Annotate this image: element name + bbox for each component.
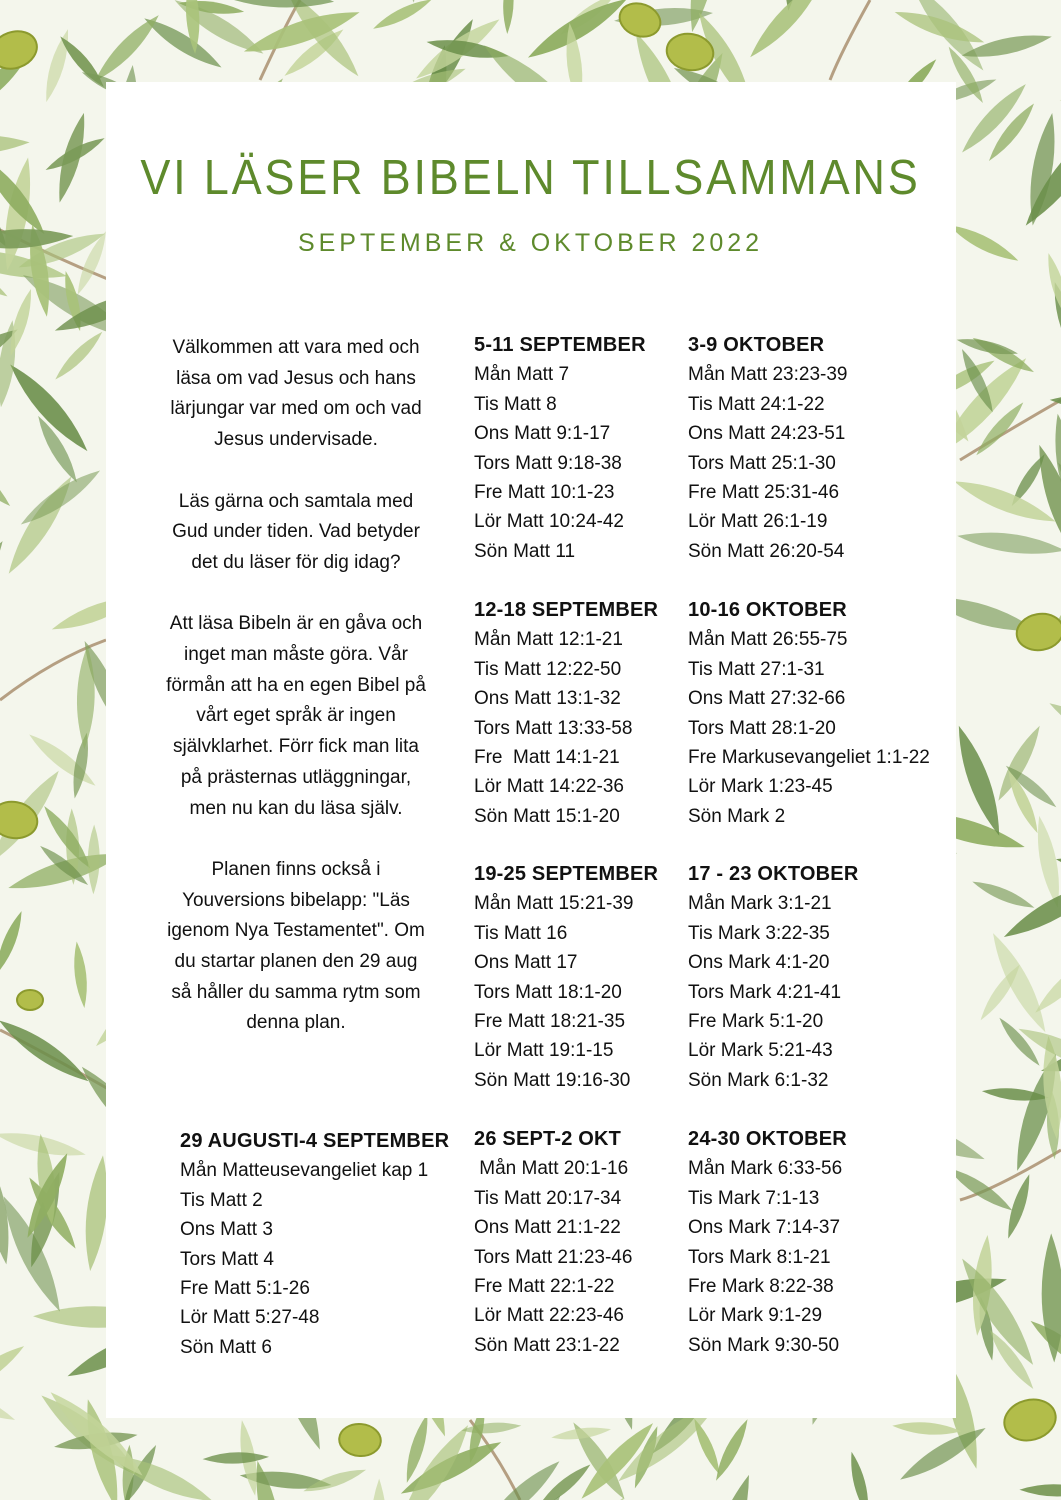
reading-item: Mån Mark 3:1-21: [688, 893, 832, 915]
reading-item: Ons Matt 21:1-22: [474, 1217, 621, 1239]
olive-leaf: [1046, 697, 1061, 753]
olive-fruit: [338, 1422, 382, 1458]
reading-item: Sön Matt 6: [180, 1336, 272, 1358]
reading-item: Tors Matt 4: [180, 1248, 274, 1270]
olive-leaf: [970, 876, 1037, 913]
olive-leaf: [0, 446, 15, 511]
reading-item: Lör Mark 1:23-45: [688, 776, 833, 798]
olive-leaf: [1056, 54, 1061, 108]
reading-item: Ons Matt 13:1-32: [474, 688, 621, 710]
reading-item: Fre Mark 5:1-20: [688, 1011, 824, 1033]
reading-item: Sön Matt 11: [474, 540, 576, 562]
reading-item: Tis Matt 16: [474, 922, 568, 944]
reading-item: Ons Mark 7:14-37: [688, 1217, 841, 1239]
week-title: 3-9 OKTOBER: [688, 334, 825, 356]
reading-item: Lör Matt 22:23-46: [474, 1305, 624, 1327]
olive-leaf: [0, 1451, 9, 1500]
olive-leaf: [0, 909, 27, 977]
reading-item: Tis Matt 8: [474, 393, 557, 415]
week-block: [474, 1125, 632, 1360]
reading-item: Mån Matt 15:21-39: [474, 893, 634, 915]
olive-leaf: [0, 536, 10, 630]
week-block: [688, 331, 847, 566]
olive-leaf: [89, 10, 164, 87]
olive-leaf: [202, 1451, 269, 1464]
reading-item: Sön Mark 6:1-32: [688, 1069, 829, 1091]
reading-item: Mån Matt 20:1-16: [474, 1158, 629, 1180]
reading-item: Lör Matt 26:1-19: [688, 511, 828, 533]
olive-leaf: [744, 0, 830, 63]
page-title: VI LÄSER BIBELN TILLSAMMANS: [140, 151, 921, 205]
reading-item: Tis Matt 2: [180, 1189, 263, 1211]
reading-item: Ons Matt 27:32-66: [688, 688, 846, 710]
reading-item: Lör Matt 14:22-36: [474, 776, 624, 798]
olive-leaf: [0, 1340, 28, 1400]
olive-branch: [830, 0, 870, 80]
olive-leaf: [951, 473, 1059, 530]
olive-leaf: [370, 1479, 387, 1500]
olive-leaf: [953, 1253, 1042, 1371]
reading-item: Mån Matt 12:1-21: [474, 629, 623, 651]
reading-item: Mån Matteusevangeliet kap 1: [180, 1160, 429, 1182]
reading-item: Fre Matt 5:1-26: [180, 1278, 310, 1300]
reading-item: Sön Matt 26:20-54: [688, 540, 845, 562]
reading-item: Mån Matt 23:23-39: [688, 364, 848, 386]
olive-leaf: [87, 824, 100, 894]
reading-item: Tors Matt 28:1-20: [688, 717, 836, 739]
intro-paragraph: Att läsa Bibeln är en gåva och inget man måste göra. Vår förmån att ha en egen Bibel på vårt eget språk är ingen självklarhet. Förr fick man lita på prästernas utläggningar, men nu kan du läsa själv.: [166, 613, 426, 819]
intro-paragraph: Välkommen att vara med och läsa om vad Jesus och hans lärjungar var med om och vad Jesus undervisade.: [170, 337, 422, 451]
reading-item: Tis Matt 12:22-50: [474, 658, 622, 680]
olive-fruit: [17, 990, 43, 1010]
reading-item: Lör Mark 9:1-29: [688, 1305, 823, 1327]
week-title: 26 SEPT-2 OKT: [474, 1128, 622, 1150]
olive-leaf: [697, 1471, 759, 1500]
olive-leaf: [461, 1421, 522, 1436]
reading-item: Sön Matt 15:1-20: [474, 805, 620, 827]
week-block: [474, 331, 646, 566]
reading-item: Mån Matt 26:55-75: [688, 629, 848, 651]
olive-leaf: [956, 527, 1061, 560]
week-block: [688, 860, 858, 1095]
intro-paragraph: Planen finns också i Youversions bibelapp: "Läs igenom Nya Testamentet". Om du startar planen den 29 aug så håller du samma rytm som denna plan.: [167, 858, 425, 1034]
reading-item: Fre Matt 18:21-35: [474, 1011, 626, 1033]
reading-item: Tors Matt 13:33-58: [474, 717, 633, 739]
reading-item: Tors Mark 8:1-21: [688, 1246, 831, 1268]
olive-leaf: [846, 1450, 873, 1500]
reading-item: Fre Mark 8:22-38: [688, 1276, 834, 1298]
reading-item: Tis Matt 20:17-34: [474, 1187, 622, 1209]
olive-leaf: [502, 0, 515, 34]
reading-item: Lör Matt 10:24-42: [474, 511, 624, 533]
reading-item: Sön Matt 19:16-30: [474, 1069, 631, 1091]
reading-item: Tis Mark 3:22-35: [688, 922, 830, 944]
week-title: 29 AUGUSTI-4 SEPTEMBER: [180, 1130, 450, 1152]
reading-item: Ons Mark 4:1-20: [688, 952, 830, 974]
olive-leaf: [0, 133, 30, 157]
reading-item: Tis Matt 24:1-22: [688, 393, 825, 415]
olive-leaf: [0, 1384, 18, 1426]
week-block: [688, 1125, 847, 1360]
olive-leaf: [1040, 1233, 1061, 1363]
reading-item: Sön Matt 23:1-22: [474, 1334, 620, 1356]
week-title: 5-11 SEPTEMBER: [474, 334, 646, 356]
reading-item: Sön Mark 2: [688, 805, 786, 827]
week-block: [474, 596, 658, 831]
olive-leaf: [71, 941, 90, 1009]
reading-item: Fre Matt 22:1-22: [474, 1276, 615, 1298]
reading-item: Fre Markusevangeliet 1:1-22: [688, 747, 930, 769]
olive-fruit: [615, 0, 665, 42]
olive-leaf: [985, 929, 1054, 1037]
reading-item: Sön Mark 9:30-50: [688, 1334, 840, 1356]
olive-fruit: [1014, 610, 1061, 654]
reading-item: Tors Matt 21:23-46: [474, 1246, 633, 1268]
week-title: 17 - 23 OKTOBER: [688, 863, 859, 885]
week-title: 19-25 SEPTEMBER: [474, 863, 659, 885]
reading-item: Ons Matt 24:23-51: [688, 423, 846, 445]
reading-item: Ons Matt 9:1-17: [474, 423, 611, 445]
olive-leaf: [892, 1420, 962, 1437]
reading-item: Lör Matt 19:1-15: [474, 1040, 614, 1062]
page-subtitle: SEPTEMBER & OKTOBER 2022: [297, 229, 764, 257]
reading-item: Lör Mark 5:21-43: [688, 1040, 833, 1062]
reading-item: Mån Mark 6:33-56: [688, 1158, 843, 1180]
week-title: 12-18 SEPTEMBER: [474, 599, 659, 621]
olive-leaf: [711, 1417, 753, 1484]
reading-item: Tis Matt 27:1-31: [688, 658, 825, 680]
olive-leaf: [51, 328, 106, 384]
week-block: [180, 1127, 449, 1362]
reading-item: Ons Matt 3: [180, 1219, 273, 1241]
week-title: 24-30 OKTOBER: [688, 1128, 847, 1150]
olive-leaf: [40, 27, 74, 104]
reading-item: Fre Matt 10:1-23: [474, 482, 615, 504]
intro-text: [166, 333, 426, 1070]
olive-leaf: [16, 464, 104, 531]
olive-leaf: [371, 0, 435, 34]
olive-leaf: [0, 1013, 94, 1089]
olive-leaf: [25, 729, 100, 792]
reading-item: Lör Matt 5:27-48: [180, 1307, 320, 1329]
reading-item: Mån Matt 7: [474, 364, 570, 386]
reading-item: Ons Matt 17: [474, 952, 578, 974]
olive-fruit: [0, 25, 42, 75]
reading-item: Tis Mark 7:1-13: [688, 1187, 820, 1209]
olive-fruit: [1000, 1394, 1061, 1446]
reading-item: Tors Mark 4:21-41: [688, 981, 842, 1003]
reading-item: Tors Matt 18:1-20: [474, 981, 622, 1003]
reading-item: Fre Matt 25:31-46: [688, 482, 840, 504]
week-block: [474, 860, 658, 1095]
reading-item: Tors Matt 25:1-30: [688, 452, 836, 474]
olive-leaf: [1019, 1484, 1061, 1498]
week-block: [688, 596, 930, 831]
intro-paragraph: Läs gärna och samtala med Gud under tiden. Vad betyder det du läser för dig idag?: [172, 490, 420, 573]
reading-item: Fre Matt 14:1-21: [474, 747, 620, 769]
week-title: 10-16 OKTOBER: [688, 599, 847, 621]
reading-item: Tors Matt 9:18-38: [474, 452, 622, 474]
